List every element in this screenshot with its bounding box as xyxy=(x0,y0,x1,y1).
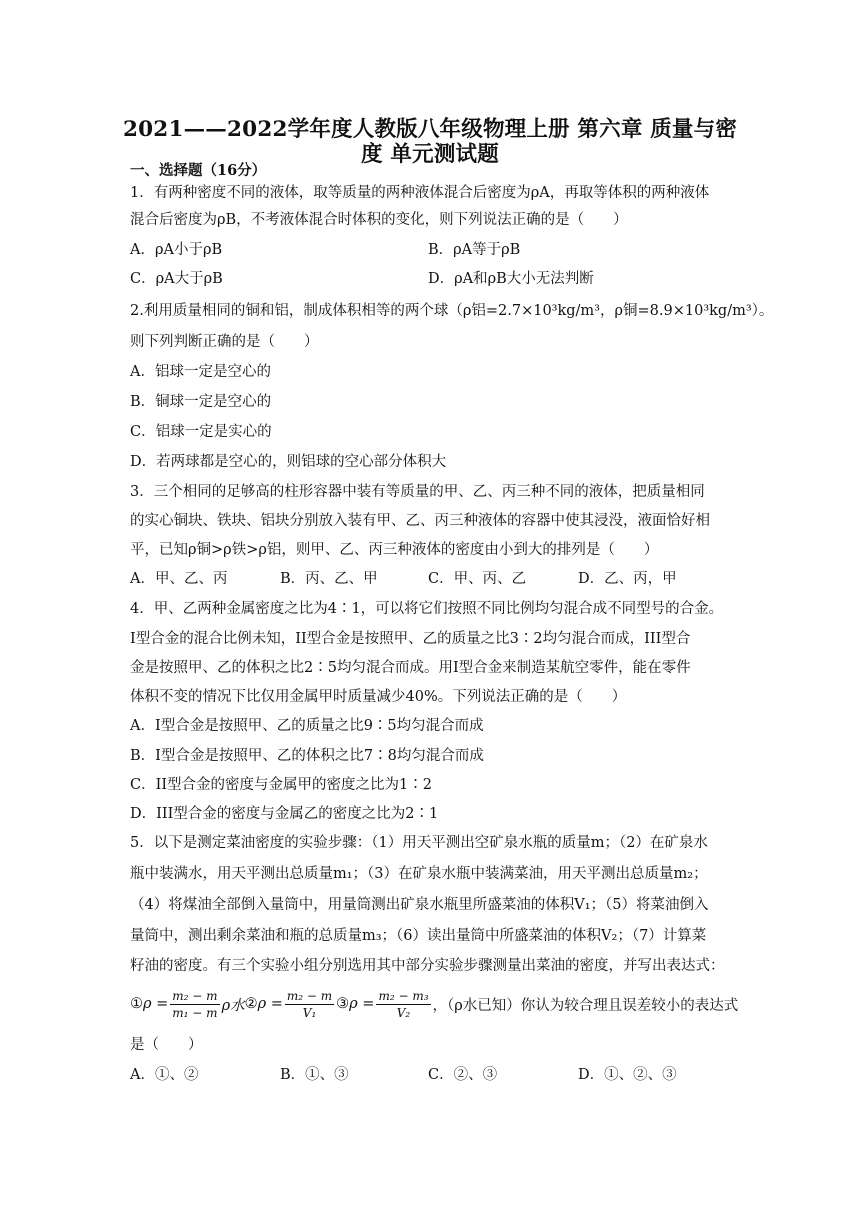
q4-option-b: B．I型合金是按照甲、乙的体积之比7∶8均匀混合而成 xyxy=(130,748,484,764)
q5-option-d: D．①、②、③ xyxy=(578,1067,677,1083)
formula-2-lhs: ρ = xyxy=(257,996,283,1012)
q1-line-2: 混合后密度为ρB，不考液体混合时体积的变化，则下列说法正确的是（ ） xyxy=(130,212,628,228)
q3-option-d: D．乙、丙，甲 xyxy=(578,571,677,587)
formula-2-denominator: V₁ xyxy=(302,1005,317,1020)
q5-line-3: （4）将煤油全部倒入量筒中，用量筒测出矿泉水瓶里所盛菜油的体积V₁；（5）将菜油倒入 xyxy=(130,897,709,913)
formula-3-fraction xyxy=(376,989,430,1020)
q3-line-3: 平，已知ρ铜>ρ铁>ρ铝，则甲、乙、丙三种液体的密度由小到大的排列是（ ） xyxy=(130,542,659,558)
formula-3-lhs: ρ = xyxy=(349,996,375,1012)
q2-option-a: A．铝球一定是空心的 xyxy=(130,364,271,380)
q3-option-c: C．甲、丙、乙 xyxy=(428,571,527,587)
q4-line-2: I型合金的混合比例未知，II型合金是按照甲、乙的质量之比3∶2均匀混合而成，III型合 xyxy=(130,631,691,647)
section-heading: 一、选择题（16分） xyxy=(130,162,267,179)
formula-1-lhs: ρ = xyxy=(143,996,169,1012)
formula-1-fraction xyxy=(170,989,219,1020)
formula-1-numerator: m₂ − m xyxy=(172,988,218,1003)
q2-line-2: 则下列判断正确的是（ ） xyxy=(130,334,319,350)
q5-option-a: A．①、② xyxy=(130,1067,199,1083)
q5-line-1: 5．以下是测定菜油密度的实验步骤：（1）用天平测出空矿泉水瓶的质量m；（2）在矿泉水 xyxy=(130,835,708,851)
q5-line-2: 瓶中装满水，用天平测出总质量m₁；（3）在矿泉水瓶中装满菜油，用天平测出总质量m₂； xyxy=(130,866,708,882)
q5-option-b: B．①、③ xyxy=(280,1067,349,1083)
q5-line-6: 是（ ） xyxy=(130,1037,203,1053)
q2-option-b: B．铜球一定是空心的 xyxy=(130,394,272,410)
formula-1-mark: ① xyxy=(130,996,143,1012)
q3-line-1: 3．三个相同的足够高的柱形容器中装有等质量的甲、乙、丙三种不同的液体，把质量相同 xyxy=(130,484,705,500)
q1-option-b: B．ρA等于ρB xyxy=(428,242,521,258)
title-line-2: 度 单元测试题 xyxy=(361,142,499,167)
q2-option-d: D．若两球都是空心的，则铝球的空心部分体积大 xyxy=(130,454,447,470)
q5-line-5: 籽油的密度。有三个实验小组分别选用其中部分实验步骤测量出菜油的密度，并写出表达式： xyxy=(130,958,725,974)
q5-line-4: 量筒中，测出剩余菜油和瓶的总质量m₃；（6）读出量筒中所盛菜油的体积V₂；（7）计算菜 xyxy=(130,928,707,944)
formula-tail-text: ，（ρ水已知）你认为较合理且误差较小的表达式 xyxy=(432,997,739,1014)
q4-line-4: 体积不变的情况下比仅用金属甲时质量减少40%。下列说法正确的是（ ） xyxy=(130,689,627,705)
formula-2-mark: ② xyxy=(244,996,258,1012)
q4-option-a: A．I型合金是按照甲、乙的质量之比9∶5均匀混合而成 xyxy=(130,718,484,734)
q4-line-3: 金是按照甲、乙的体积之比2∶5均匀混合而成。用I型合金来制造某航空零件，能在零件 xyxy=(130,660,691,676)
q2-line-1: 2.利用质量相同的铜和铝，制成体积相等的两个球（ρ铝=2.7×10³kg/m³，ρ铜=8.9×10³kg/m³）。 xyxy=(130,303,774,319)
q5-formula-row xyxy=(130,982,739,1026)
q2-option-c: C．铝球一定是实心的 xyxy=(130,424,272,440)
q1-line-1: 1．有两种密度不同的液体，取等质量的两种液体混合后密度为ρA，再取等体积的两种液体 xyxy=(130,185,710,201)
q5-option-c: C．②、③ xyxy=(428,1067,498,1083)
formula-1-water-density: ρ水 xyxy=(221,997,245,1014)
formula-3-mark: ③ xyxy=(336,996,350,1012)
formula-3-denominator: V₂ xyxy=(396,1005,411,1020)
q1-option-c: C．ρA大于ρB xyxy=(130,271,223,287)
formula-2-numerator: m₂ − m xyxy=(286,988,333,1003)
formula-3-numerator: m₂ − m₃ xyxy=(378,988,429,1003)
q1-option-a: A．ρA小于ρB xyxy=(130,242,223,258)
q3-option-b: B．丙、乙、甲 xyxy=(280,571,378,587)
formula-1-denominator: m₁ − m xyxy=(172,1005,218,1020)
title-line-1: 2021——2022学年度人教版八年级物理上册 第六章 质量与密 xyxy=(122,117,738,142)
q1-option-d: D．ρA和ρB大小无法判断 xyxy=(428,271,594,287)
q3-line-2: 的实心铜块、铁块、铝块分别放入装有甲、乙、丙三种液体的容器中使其浸没，液面恰好相 xyxy=(130,513,710,529)
formula-2-fraction xyxy=(285,989,334,1020)
q4-line-1: 4．甲、乙两种金属密度之比为4∶1，可以将它们按照不同比例均匀混合成不同型号的合金。 xyxy=(130,601,724,617)
q4-option-d: D．III型合金的密度与金属乙的密度之比为2∶1 xyxy=(130,806,439,822)
q3-option-a: A．甲、乙、丙 xyxy=(130,571,228,587)
q4-option-c: C．II型合金的密度与金属甲的密度之比为1∶2 xyxy=(130,777,432,793)
